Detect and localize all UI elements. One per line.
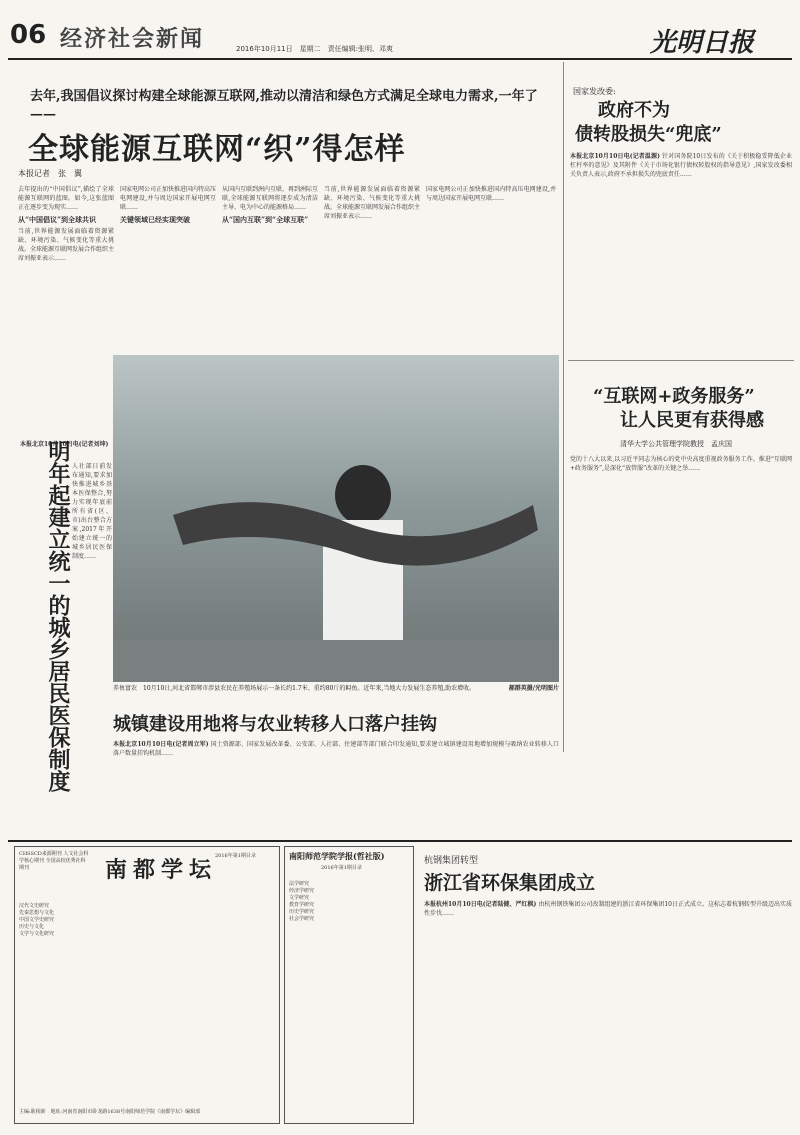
page-dateline: 2016年10月11日 星期二 责任编辑:张明、邓爽: [236, 45, 393, 53]
right-top-headline-1: 政府不为: [598, 100, 670, 121]
bottom-body: 国土资源部、国家发展改革委、公安部、人社部、住建部等部门联合印发通知,要求建立城镇建设用地增加规模与吸纳农业转移人口落户数量挂钩机制……: [113, 741, 559, 757]
lead-column-3: [222, 185, 318, 350]
photo-caption: [113, 684, 559, 693]
toc-item: 经济学研究: [289, 888, 315, 894]
ad-nandu-box: [14, 846, 280, 1124]
toc-item: 先秦思想与文化: [19, 910, 55, 916]
lead-body-2: 当前,世界能源发展面临着资源紧缺、环境污染、气候变化等重大挑战。全球能源互联网发展合作组织主席刘振亚表示……: [18, 228, 114, 262]
right-bottom-body-block: [424, 900, 792, 1122]
sidebar-dateline: 本报北京10月10日电(记者刘坤): [20, 441, 109, 448]
sidebar-body: 人社部日前发布通知,要求加快推进城乡基本医保整合,努力实现年底前所有省(区、市)出台整合方案,2017年开始建立统一的城乡居民医保制度……: [72, 463, 112, 560]
sidebar-headline: 明年起建立统一的城乡居民医保制度: [45, 440, 71, 792]
lead-column-1: [18, 185, 114, 435]
lead-deck: 去年,我国倡议探讨构建全球能源互联网,推动以清洁和绿色方式满足全球电力需求,一年了——: [30, 89, 538, 122]
news-photo: [113, 355, 559, 682]
toc-item: 文学研究: [289, 895, 310, 901]
ad-nanyang-issue: 2016年第1期目录: [321, 865, 362, 871]
right-bottom-headline: 浙江省环保集团成立: [424, 872, 596, 894]
paper-logo: 光明日报: [650, 28, 755, 58]
right-divider-1: [568, 360, 794, 361]
lead-column-4: [324, 185, 420, 350]
ad-nandu-issue: 2016年第1期目录: [215, 853, 256, 859]
column-divider: [563, 62, 564, 752]
lead-subhead-3: 从“国内互联”到“全球互联”: [222, 215, 309, 224]
lead-byline: 本报记者 张 翼: [18, 169, 82, 178]
lead-column-5: [426, 185, 556, 350]
lead-body-4: 从国内互联到洲内互联、再到洲际互联,全球能源互联网将逐步成为清洁主导、电为中心的能源格局……: [222, 186, 318, 211]
lead-subhead-1: 从“中国倡议”到全球共识: [18, 215, 97, 224]
toc-item: 教育学研究: [289, 902, 315, 908]
bottom-body-block: [113, 740, 559, 832]
toc-item: 社会学研究: [289, 916, 315, 922]
bottom-dateline: 本报北京10月10日电(记者周立军): [113, 741, 209, 748]
right-bottom-dateline: 本报杭州10月10日电(记者陆健、严红枫): [424, 901, 537, 908]
toc-item: 中国文学史研究: [19, 917, 55, 923]
right-mid-body: 党的十八大以来,以习近平同志为核心的党中央高度重视政务服务工作。推进“互联网+政务服务”,是深化“放管服”改革的关键之举……: [570, 456, 792, 472]
right-mid-author: 清华大学公共管理学院教授 孟庆国: [620, 440, 732, 448]
masthead-rule: [8, 58, 792, 60]
right-top-body-block: [570, 152, 792, 352]
fish-photo-illustration: [113, 355, 559, 682]
right-top-tag: 国家发改委:: [573, 87, 616, 96]
right-bottom-body: 由杭州钢铁集团公司改制组建的浙江省环保集团10日正式成立。这标志着杭钢转型升级迈出实质性步伐……: [424, 901, 792, 917]
photo-caption-text: 养鱼富农 10月10日,河北省邯郸市涉县农民在养殖场展示一条长约1.7米、重约80斤的鲟鱼。近年来,当地大力发展生态养殖,助农增收。: [113, 685, 476, 692]
lead-body-4b: 当前,世界能源发展面临着资源紧缺、环境污染、气候变化等重大挑战。全球能源互联网发展合作组织主席刘振亚表示……: [324, 186, 420, 220]
photo-credit: 郝群英摄/光明图片: [508, 685, 559, 692]
lead-headline: 全球能源互联网“织”得怎样: [28, 132, 406, 167]
toc-item: 历史学研究: [289, 909, 315, 915]
bottom-section-rule: [8, 840, 792, 842]
ad-nandu-title: 南都学坛: [105, 857, 218, 883]
toc-item: 汉代文史研究: [19, 903, 50, 909]
toc-item: 历史与文化: [19, 924, 45, 930]
right-top-body: 针对国务院10日发布的《关于积极稳妥降低企业杠杆率的意见》及其附件《关于市场化银行债权转股权的指导意见》,国家发改委相关负责人表示,政府不承担损失的兜底责任……: [570, 153, 792, 178]
ad-nanyang-toc: [289, 881, 409, 923]
ad-nanyang-title: 南阳师范学院学报(哲社版): [289, 851, 385, 861]
right-top-dateline: 本报北京10月10日电(记者温源): [570, 153, 660, 160]
lead-column-2: [120, 185, 216, 350]
bottom-headline: 城镇建设用地将与农业转移人口落户挂钩: [113, 714, 437, 735]
right-top-headline-2: 债转股损失“兜底”: [575, 124, 722, 145]
lead-subhead-2: 关键领域已经实现突破: [120, 215, 190, 224]
lead-body-4c: 国家电网公司正加快推进国内特高压电网建设,并与周边国家开展电网互联……: [426, 186, 556, 202]
toc-item: 法学研究: [289, 881, 310, 887]
page-number: 06: [10, 20, 47, 50]
right-bottom-tag: 杭钢集团转型: [424, 856, 479, 866]
ad-nandu-footer: 主编:耿相新 地址:河南省南阳市卧龙路1638号南阳师范学院《南都学坛》编辑部: [19, 1109, 201, 1115]
ad-nanyang-box: [284, 846, 414, 1124]
right-mid-headline-2: 让人民更有获得感: [620, 410, 764, 431]
lead-body-3: 国家电网公司正加快推进国内特高压电网建设,并与周边国家开展电网互联……: [120, 186, 216, 211]
right-mid-headline-1: “互联网+政务服务”: [593, 386, 755, 407]
ad-nandu-sponsor: CHSSCD来源期刊 人文社会科学核心期刊 全国高校优秀社科期刊: [19, 851, 89, 871]
lead-body-1: 去年提出的“中国倡议”,描绘了全球能源互联网的蓝图。如今,这张蓝图正在逐步变为现实……: [18, 186, 114, 211]
section-title: 经济社会新闻: [60, 26, 205, 52]
toc-item: 文学与文化研究: [19, 931, 55, 937]
ad-nandu-toc: [19, 903, 139, 938]
